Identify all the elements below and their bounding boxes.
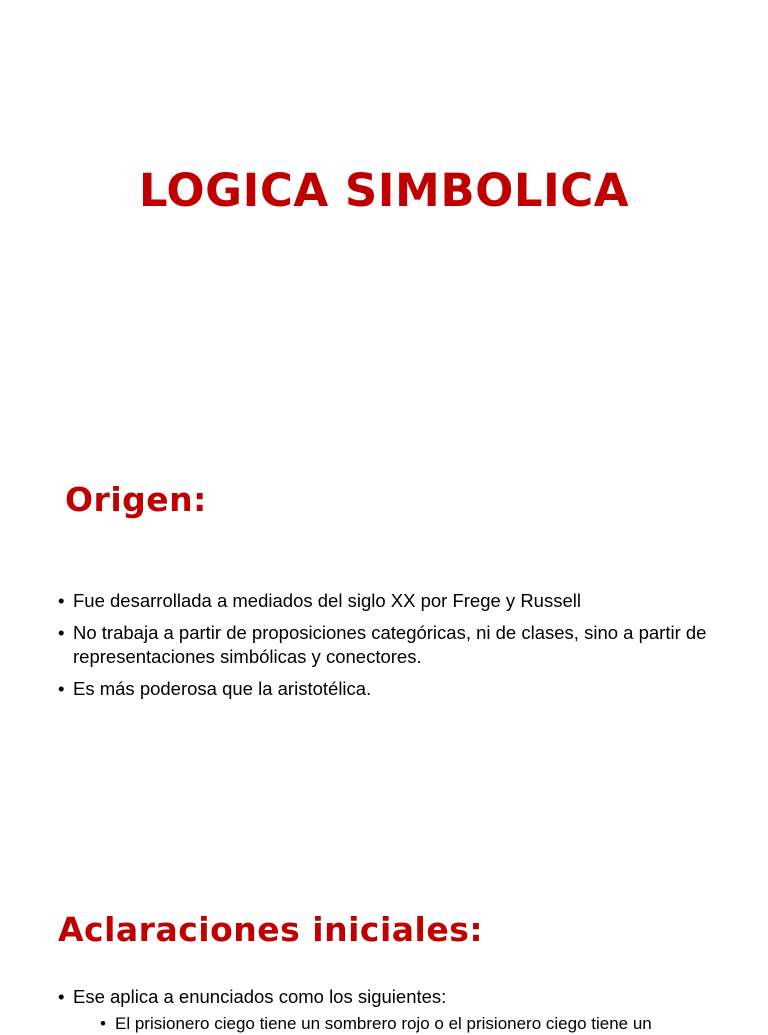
bullet-text: Fue desarrollada a mediados del siglo XX por Frege y Russell xyxy=(73,590,581,611)
list-item xyxy=(58,589,708,613)
origen-bullet-list xyxy=(58,589,708,709)
bullet-icon: • xyxy=(58,678,65,699)
sub-bullet-list xyxy=(73,1013,738,1035)
bullet-text: Ese aplica a enunciados como los siguientes: xyxy=(73,986,447,1007)
aclaraciones-bullet-list xyxy=(58,985,738,1035)
bullet-icon: • xyxy=(58,590,65,611)
bullet-icon: • xyxy=(100,1014,106,1033)
slide-title: LOGICA SIMBOLICA xyxy=(138,164,630,217)
sub-bullet-text: El prisionero ciego tiene un sombrero rojo o el prisionero ciego tiene un xyxy=(115,1014,652,1033)
bullet-icon: • xyxy=(58,986,65,1007)
list-item xyxy=(58,985,738,1035)
sub-list-item xyxy=(100,1013,738,1035)
aclaraciones-heading: Aclaraciones iniciales: xyxy=(58,910,484,949)
list-item xyxy=(58,677,708,701)
bullet-text: Es más poderosa que la aristotélica. xyxy=(73,678,372,699)
origen-heading: Origen: xyxy=(65,480,207,519)
list-item xyxy=(58,621,708,669)
bullet-text: No trabaja a partir de proposiciones categóricas, ni de clases, sino a partir de representaciones simbólicas y conectores. xyxy=(73,622,707,667)
bullet-icon: • xyxy=(58,622,65,643)
